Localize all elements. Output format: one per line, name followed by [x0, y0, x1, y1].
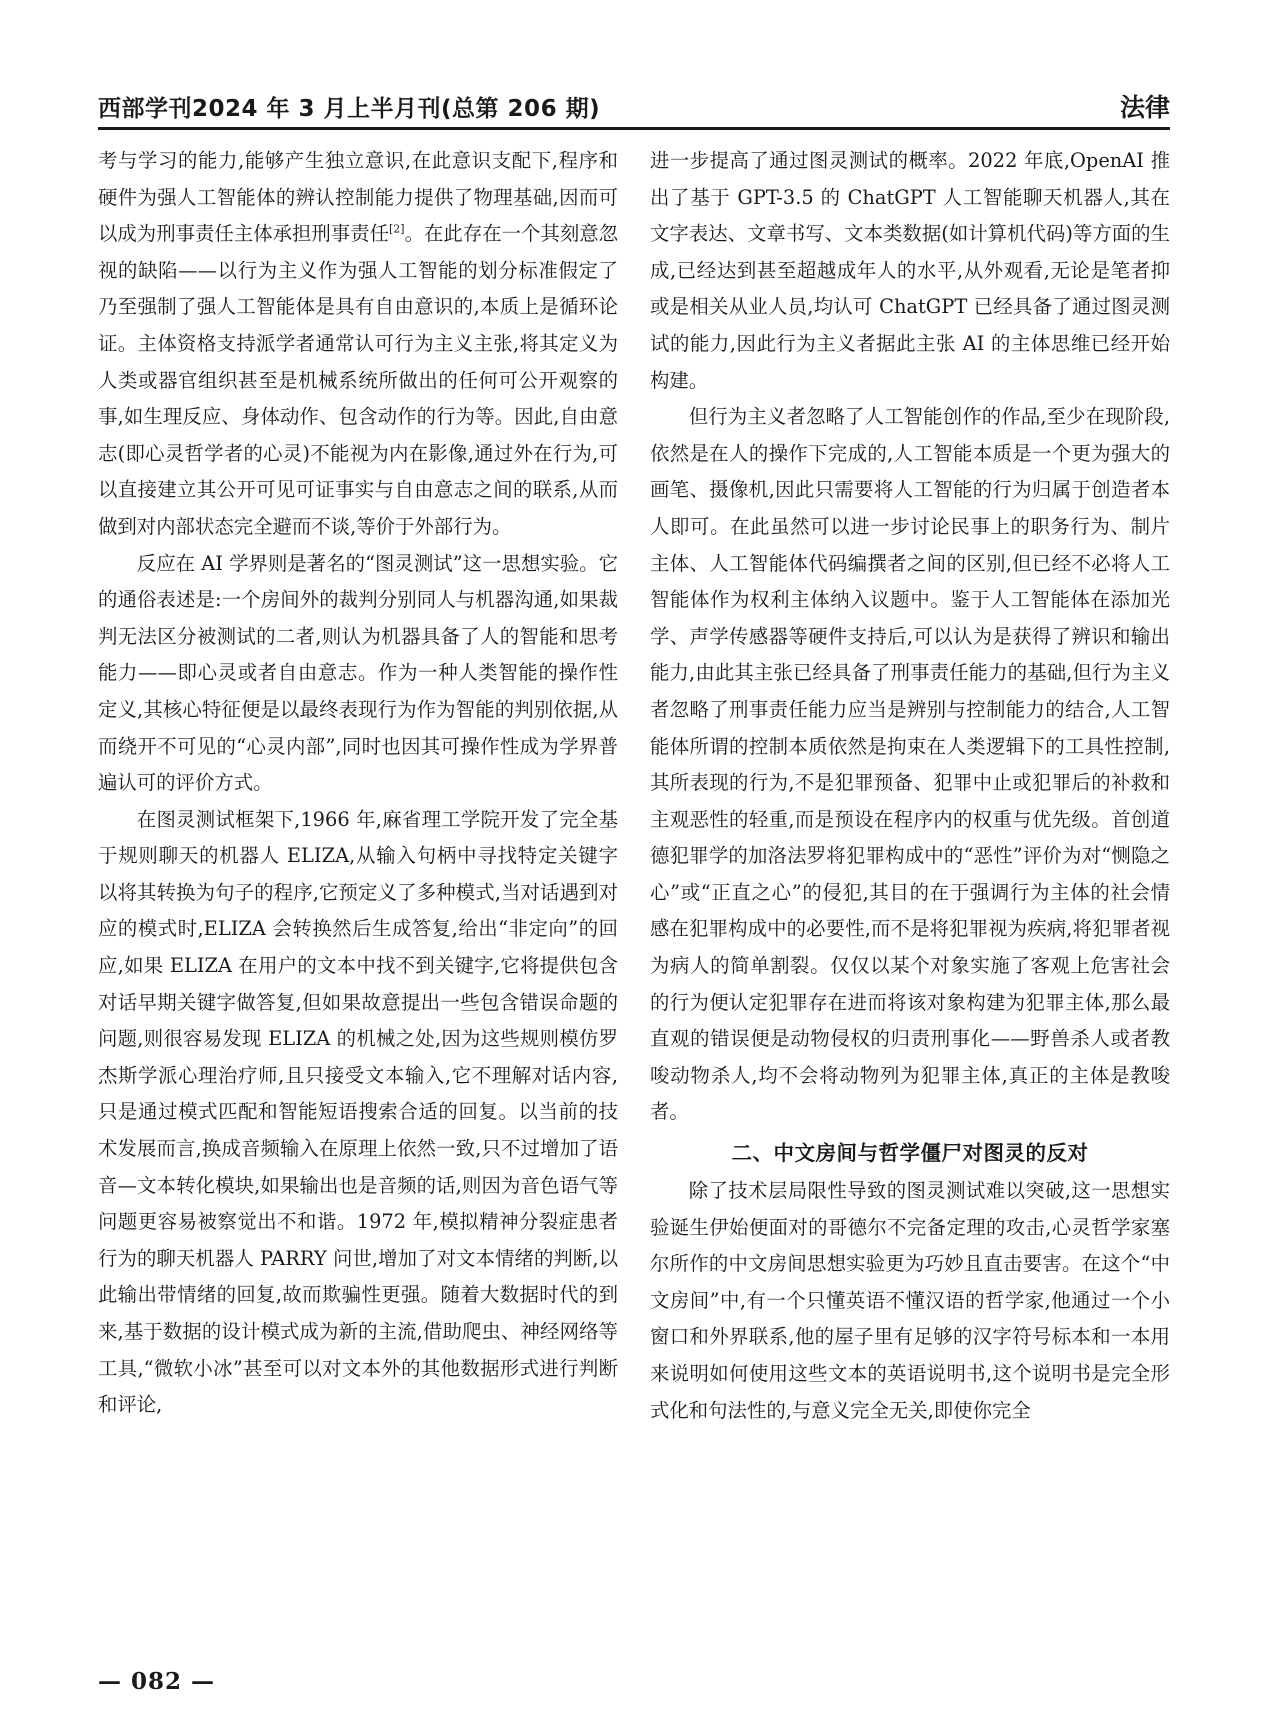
right-column: [650, 143, 1170, 1429]
citation-ref: [2]: [389, 222, 405, 236]
header-journal-issue: [98, 90, 600, 123]
left-column: [98, 143, 618, 1424]
paragraph: [98, 143, 618, 546]
paragraph: 进一步提高了通过图灵测试的概率。2022 年底,OpenAI 推出了基于 GPT-3.5 的 ChatGPT 人工智能聊天机器人,其在文字表达、文章书写、文本类数据(如计算机代码)等方面的生成,已经达到甚至超越成年人的水平,从外观看,无论是笔者抑或是相关从业人员,均认可 ChatGPT 已经具备了通过图灵测试的能力,因此行为主义者据此主张 AI 的主体思维已经开始构建。: [650, 149, 1170, 392]
header-rule: [98, 127, 1170, 130]
paragraph: 但行为主义者忽略了人工智能创作的作品,至少在现阶段,依然是在人的操作下完成的,人工智能本质是一个更为强大的画笔、摄像机,因此只需要将人工智能的行为归属于创造者本人即可。在此虽然可以进一步讨论民事上的职务行为、制片主体、人工智能体代码编撰者之间的区别,但已经不必将人工智能体作为权利主体纳入议题中。鉴于人工智能体在添加光学、声学传感器等硬件支持后,可以认为是获得了辨识和输出能力,由此其主张已经具备了刑事责任能力的基础,但行为主义者忽略了刑事责任能力应当是辨别与控制能力的结合,人工智能体所谓的控制本质依然是拘束在人类逻辑下的工具性控制,其所表现的行为,不是犯罪预备、犯罪中止或犯罪后的补救和主观恶性的轻重,而是预设在程序内的权重与优先级。首创道德犯罪学的加洛法罗将犯罪构成中的“恶性”评价为对“恻隐之心”或“正直之心”的侵犯,其目的在于强调行为主体的社会情感在犯罪构成中的必要性,而不是将犯罪视为疾病,将犯罪者视为病人的简单割裂。仅仅以某个对象实施了客观上危害社会的行为便认定犯罪存在进而将该对象构建为犯罪主体,那么最直观的错误便是动物侵权的归责刑事化——野兽杀人或者教唆动物杀人,均不会将动物列为犯罪主体,真正的主体是教唆者。: [650, 405, 1170, 1124]
section-heading: 二、中文房间与哲学僵尸对图灵的反对: [731, 1141, 1089, 1166]
paragraph-text: 。在此存在一个其刻意忽视的缺陷——以行为主义作为强人工智能的划分标准假定了乃至强制了强人工智能体是具有自由意识的,本质上是循环论证。主体资格支持派学者通常认可行为主义主张,将其定义为人类或器官组织甚至是机械系统所做出的任何可公开观察的事,如生理反应、身体动作、包含动作的行为等。因此,自由意志(即心灵哲学者的心灵)不能视为内在影像,通过外在行为,可以直接建立其公开可见可证事实与自由意志之间的联系,从而做到对内部状态完全避而不谈,等价于外部行为。: [98, 222, 619, 538]
paragraph-text: 考与学习的能力,能够产生独立意识,在此意识支配下,程序和硬件为强人工智能体的辨认控制能力提供了物理基础,因而可以成为刑事责任主体承担刑事责任: [98, 149, 618, 246]
paragraph: 反应在 AI 学界则是著名的“图灵测试”这一思想实验。它的通俗表述是:一个房间外的裁判分别同人与机器沟通,如果裁判无法区分被测试的二者,则认为机器具备了人的智能和思考能力——即心灵或者自由意志。作为一种人类智能的操作性定义,其核心特征便是以最终表现行为作为智能的判别依据,从而绕开不可见的“心灵内部”,同时也因其可操作性成为学界普遍认可的评价方式。: [98, 551, 618, 795]
journal-name: 西部学刊: [98, 96, 192, 122]
paragraph: 在图灵测试框架下,1966 年,麻省理工学院开发了完全基于规则聊天的机器人 ELIZA,从输入句柄中寻找特定关键字以将其转换为句子的程序,它预定义了多种模式,当对话遇到对应的模式时,ELIZA 会转换然后生成答复,给出“非定向”的回应,如果 ELIZA 在用户的文本中找不到关键字,它将提供包含对话早期关键字做答复,但如果故意提出一些包含错误命题的问题,则很容易发现 ELIZA 的机械之处,因为这些规则模仿罗杰斯学派心理治疗师,且只接受文本输入,它不理解对话内容,只是通过模式匹配和智能短语搜索合适的回复。以当前的技术发展而言,换成音频输入在原理上依然一致,只不过增加了语音—文本转化模块,如果输出也是音频的话,则因为音色语气等问题更容易被察觉出不和谐。1972 年,模拟精神分裂症患者行为的聊天机器人 PARRY 问世,增加了对文本情绪的判断,以此输出带情绪的回复,故而欺骗性更强。随着大数据时代的到来,基于数据的设计模式成为新的主流,借助爬虫、神经网络等工具,“微软小冰”甚至可以对文本外的其他数据形式进行判断和评论,: [98, 807, 618, 1417]
section-label: 法律: [1119, 93, 1170, 122]
paragraph: 除了技术层局限性导致的图灵测试难以突破,这一思想实验诞生伊始便面对的哥德尔不完备定理的攻击,心灵哲学家塞尔所作的中文房间思想实验更为巧妙且直击要害。在这个“中文房间”中,有一个只懂英语不懂汉语的哲学家,他通过一个小窗口和外界联系,他的屋子里有足够的汉字符号标本和一本用来说明如何使用这些文本的英语说明书,这个说明书是完全形式化和句法性的,与意义完全无关,即使你完全: [650, 1179, 1170, 1422]
issue-info: 2024 年 3 月上半月刊(总第 206 期): [192, 96, 601, 122]
page-number: — 082 —: [98, 1668, 216, 1695]
running-header: [98, 86, 1170, 130]
